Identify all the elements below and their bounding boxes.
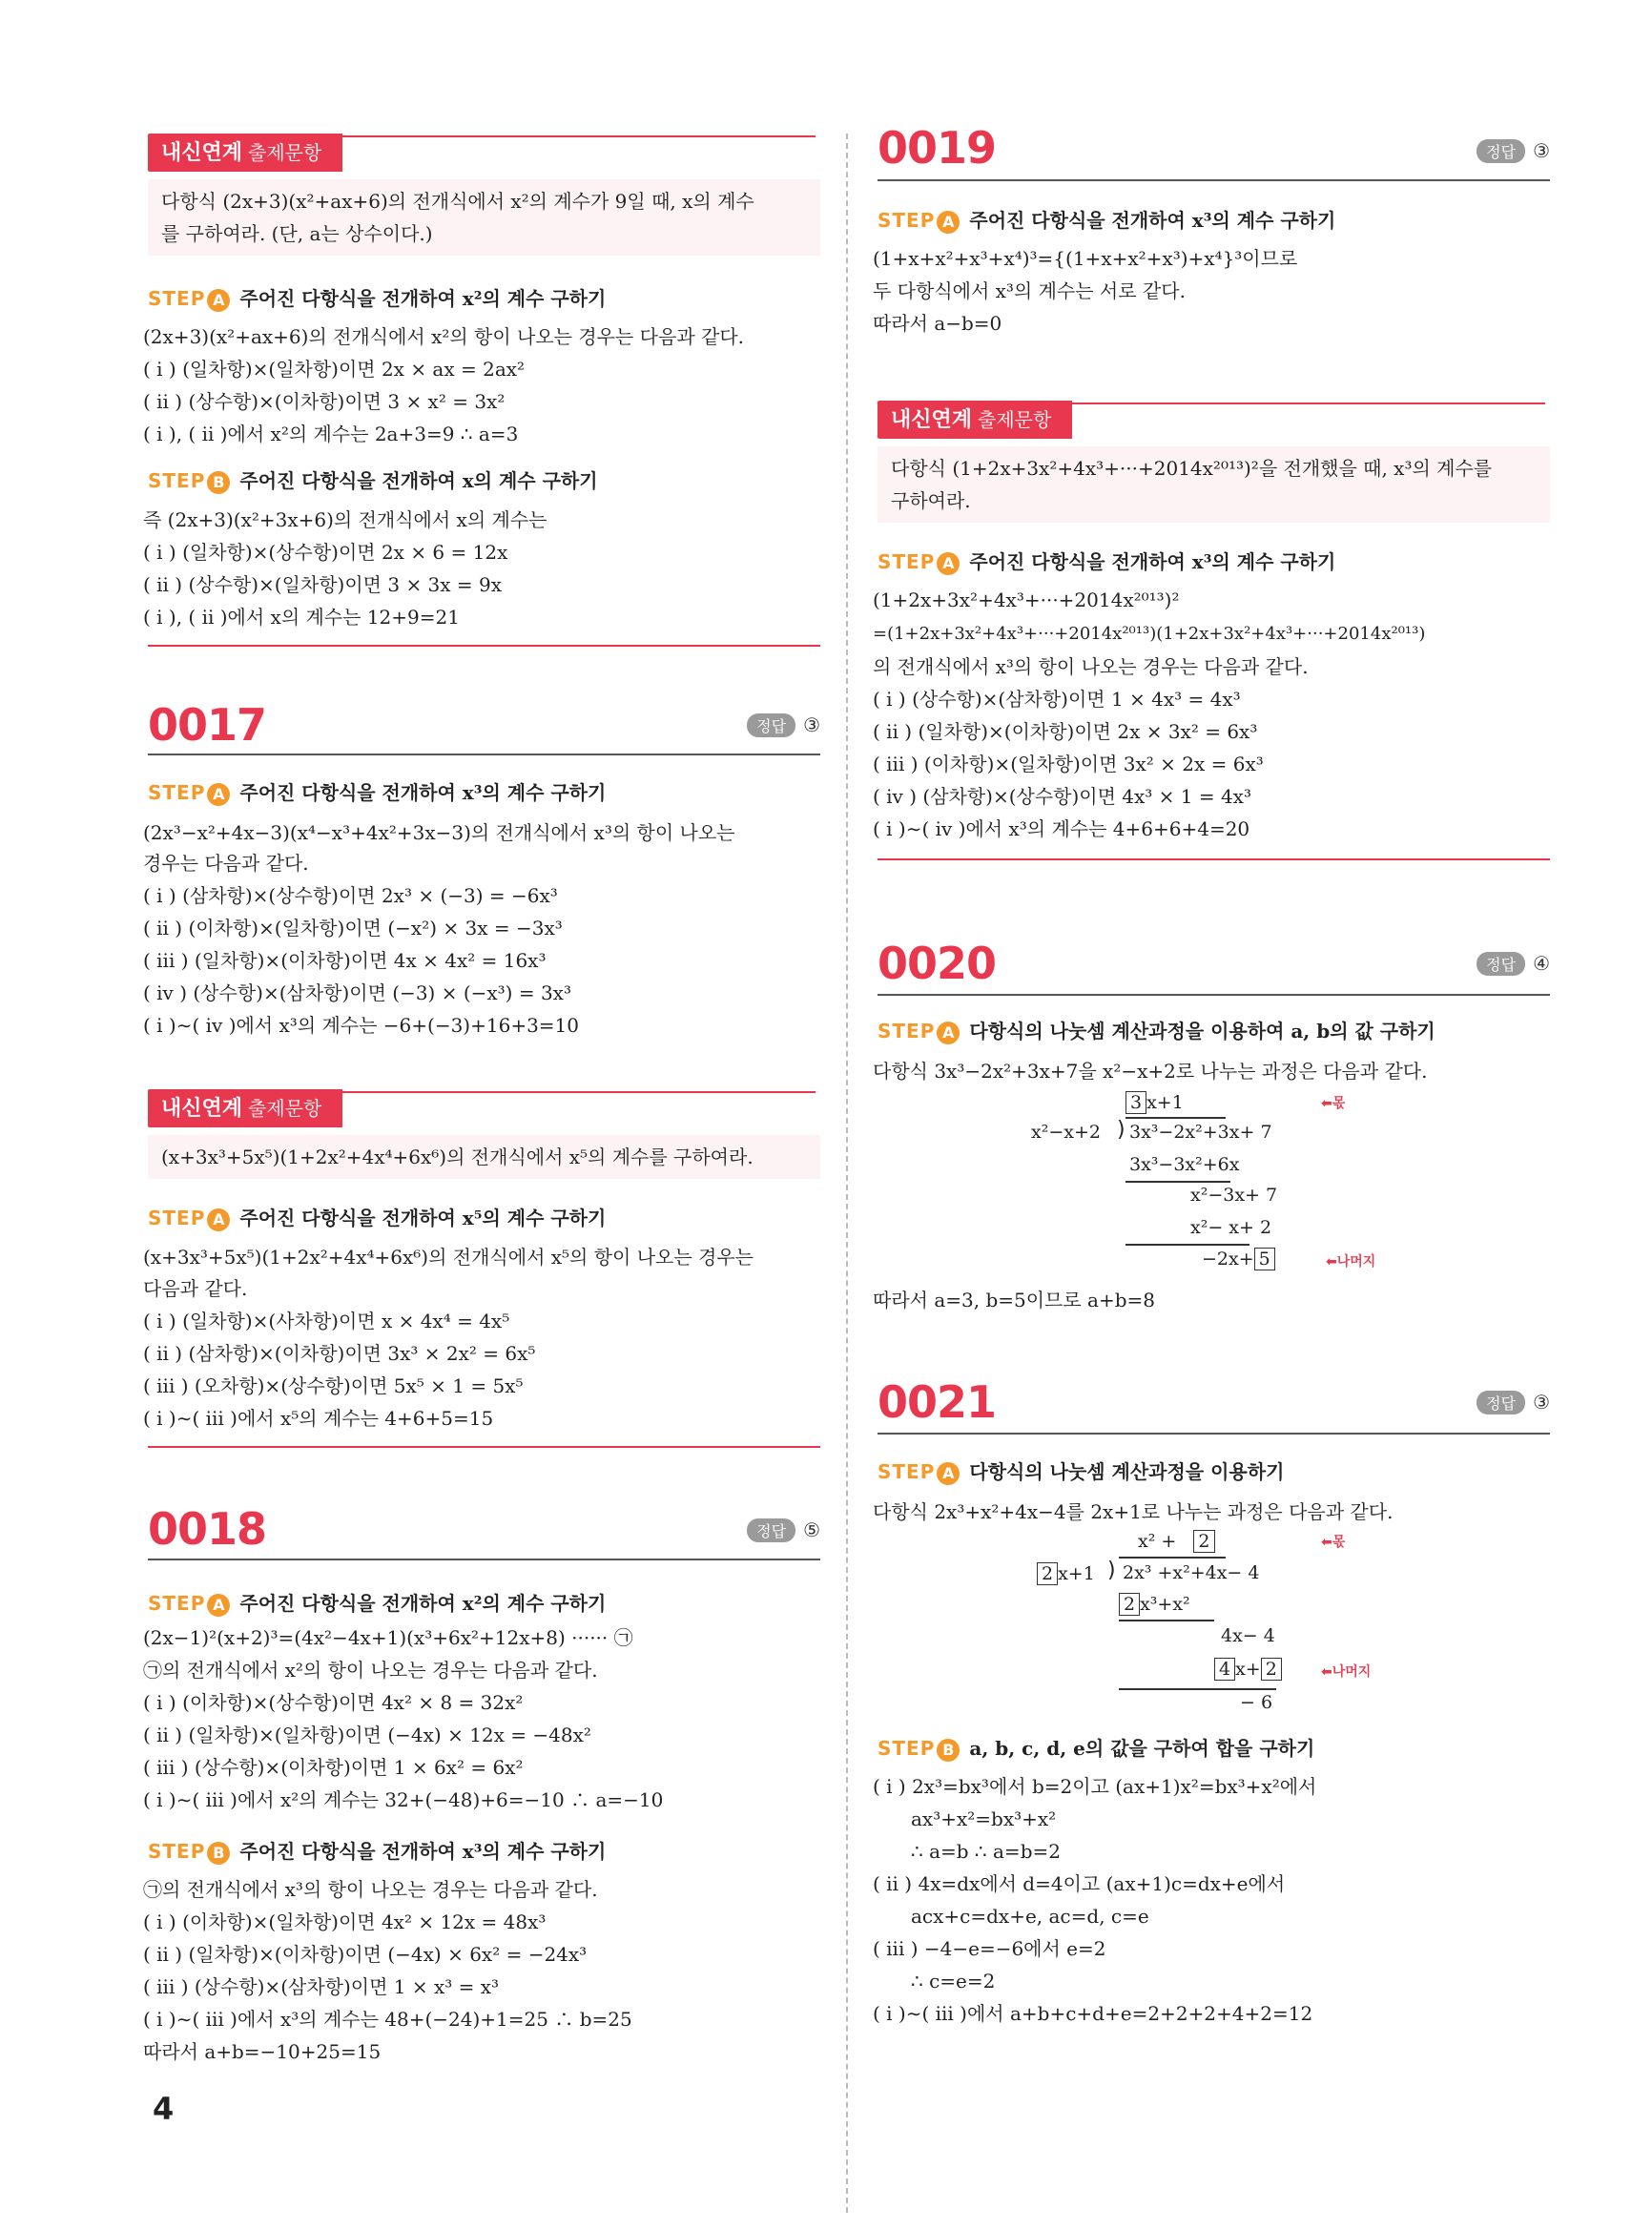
solution-line: (2x+3)(x²+ax+6)의 전개식에서 x²의 항이 나오는 경우는 다음과 같다. [143, 325, 744, 348]
section-separator [148, 645, 820, 647]
division-divisor: x²−x+2 [1031, 1122, 1101, 1143]
solution-line: ( i ) (삼차항)×(상수항)이면 2x³ × (−3) = −6x³ [143, 884, 558, 907]
solution-line: ( i )∼( iv )에서 x³의 계수는 −6+(−3)+16+3=10 [143, 1014, 580, 1037]
solution-line: ( i ) 2x³=bx³에서 b=2이고 (ax+1)x²=bx³+x²에서 [873, 1775, 1317, 1798]
naesin-tag: 내신연계 출제문항 [148, 134, 342, 172]
solution-line: ( i ) (이차항)×(상수항)이면 4x² × 8 = 32x² [143, 1691, 524, 1714]
solution-line: ( i ) (상수항)×(삼차항)이면 1 × 4x³ = 4x³ [873, 688, 1241, 711]
remainder-note: ⬅나머지 [1321, 1664, 1372, 1680]
division-dividend: 3x³−2x²+3x+ 7 [1129, 1122, 1272, 1143]
step-a-heading: STEP A 주어진 다항식을 전개하여 x³의 계수 구하기 [148, 781, 607, 804]
solution-line: ( i ) (일차항)×(사차항)이면 x × 4x⁴ = 4x⁵ [143, 1310, 510, 1332]
column-divider [846, 134, 848, 2213]
division-dividend: 2x³ +x²+4x− 4 [1123, 1562, 1260, 1583]
solution-line: ( ii ) (상수항)×(일차항)이면 3 × 3x = 9x [143, 573, 503, 596]
step-a-heading: STEP A 다항식의 나눗셈 계산과정을 이용하여 a, b의 값 구하기 [878, 1020, 1435, 1043]
solution-line: ( ii ) (삼차항)×(이차항)이면 3x³ × 2x² = 6x⁵ [143, 1342, 536, 1365]
step-a-heading: STEP A 주어진 다항식을 전개하여 x³의 계수 구하기 [878, 550, 1336, 573]
solution-line: ( i ) (이차항)×(일차항)이면 4x² × 12x = 48x³ [143, 1910, 547, 1933]
division-divisor: 2 x+1 [1037, 1562, 1095, 1585]
division-step: 4 x+ 2 [1214, 1658, 1282, 1681]
solution-line: (x+3x³+5x⁵)(1+2x²+4x⁴+6x⁶)의 전개식에서 x⁵의 항이 나오는 경우는 [143, 1246, 754, 1269]
solution-line: ( iii ) (상수항)×(삼차항)이면 1 × x³ = x³ [143, 1975, 500, 1998]
solution-line: 따라서 a+b=−10+25=15 [143, 2040, 382, 2063]
solution-line: ( ii ) (상수항)×(이차항)이면 3 × x² = 3x² [143, 390, 506, 413]
solution-line: ( ii ) 4x=dx에서 d=4이고 (ax+1)c=dx+e에서 [873, 1872, 1286, 1895]
solution-line: 다항식 3x³−2x²+3x+7을 x²−x+2로 나누는 과정은 다음과 같다. [873, 1060, 1428, 1083]
quotient-note: ⬅몫 [1321, 1535, 1346, 1550]
problem-box [148, 1135, 820, 1179]
division-step: 2 x³+x² [1119, 1593, 1190, 1616]
page-number: 4 [153, 2091, 175, 2127]
problem-number: 0019 [878, 122, 997, 174]
solution-line: (2x³−x²+4x−3)(x⁴−x³+4x²+3x−3)의 전개식에서 x³의 항이 나오는 [143, 821, 735, 844]
solution-line: ( ii ) (일차항)×(일차항)이면 (−4x) × 12x = −48x² [143, 1724, 591, 1746]
solution-line: ㉠의 전개식에서 x²의 항이 나오는 경우는 다음과 같다. [143, 1659, 598, 1682]
problem-rule [878, 1433, 1550, 1435]
step-b-heading: STEP B 주어진 다항식을 전개하여 x의 계수 구하기 [148, 469, 598, 492]
answer-label: 정답 ③ [747, 713, 820, 737]
answer-label: 정답 ③ [1476, 1391, 1550, 1414]
naesin-header [148, 134, 816, 172]
division-step: − 6 [1240, 1692, 1273, 1713]
solution-line: 다음과 같다. [143, 1277, 248, 1300]
division-step: 3x³−3x²+6x [1129, 1154, 1240, 1175]
problem-number: 0020 [878, 938, 997, 989]
naesin-tag: 내신연계 출제문항 [148, 1089, 342, 1127]
section-separator [148, 1446, 820, 1448]
solution-line: 따라서 a−b=0 [873, 312, 1002, 335]
solution-line: ( iii ) (일차항)×(이차항)이면 4x × 4x² = 16x³ [143, 949, 547, 972]
problem-box [878, 446, 1550, 523]
solution-line: (2x−1)²(x+2)³=(4x²−4x+1)(x³+6x²+12x+8) ······ ㉠ [143, 1626, 633, 1649]
solution-line: ∴ c=e=2 [911, 1970, 996, 1993]
naesin-header [878, 401, 1545, 439]
answer-label: 정답 ④ [1476, 952, 1550, 976]
problem-box [148, 179, 820, 256]
solution-line: ( ii ) (이차항)×(일차항)이면 (−x²) × 3x = −3x³ [143, 917, 563, 939]
solution-line: (1+2x+3x²+4x³+···+2014x²⁰¹³)² [873, 588, 1180, 611]
division-step: x²− x+ 2 [1190, 1217, 1272, 1238]
step-a-heading: STEP A 주어진 다항식을 전개하여 x⁵의 계수 구하기 [148, 1207, 607, 1229]
solution-line: ( i )∼( iii )에서 x³의 계수는 48+(−24)+1=25 ∴ b=25 [143, 2008, 632, 2031]
solution-line: 의 전개식에서 x³의 항이 나오는 경우는 다음과 같다. [873, 655, 1309, 678]
problem-text: (x+3x³+5x⁵)(1+2x²+4x⁴+6x⁶)의 전개식에서 x⁵의 계수를 구하여라. [161, 1146, 754, 1168]
solution-line: 따라서 a=3, b=5이므로 a+b=8 [873, 1289, 1156, 1311]
solution-line: ( ii ) (일차항)×(이차항)이면 (−4x) × 6x² = −24x³ [143, 1943, 588, 1966]
answer-label: 정답 ③ [1476, 139, 1550, 163]
step-a-heading: STEP A 주어진 다항식을 전개하여 x²의 계수 구하기 [148, 1592, 607, 1615]
division-quotient: x² + 2 [1138, 1530, 1215, 1553]
solution-line: ( iii ) (오차항)×(상수항)이면 5x⁵ × 1 = 5x⁵ [143, 1374, 524, 1397]
division-step: x²−3x+ 7 [1190, 1185, 1278, 1206]
section-separator [878, 858, 1550, 860]
step-b-heading: STEP B 주어진 다항식을 전개하여 x³의 계수 구하기 [148, 1840, 607, 1863]
problem-number: 0017 [148, 699, 267, 751]
solution-line: ㉠의 전개식에서 x³의 항이 나오는 경우는 다음과 같다. [143, 1878, 598, 1901]
solution-line: ( i ), ( ii )에서 x²의 계수는 2a+3=9 ∴ a=3 [143, 423, 519, 445]
step-a-heading: STEP A 주어진 다항식을 전개하여 x²의 계수 구하기 [148, 287, 607, 310]
problem-rule [148, 754, 820, 755]
solution-line: 다항식 2x³+x²+4x−4를 2x+1로 나누는 과정은 다음과 같다. [873, 1500, 1394, 1523]
division-step: 4x− 4 [1221, 1625, 1275, 1646]
division-remainder: −2x+ 5 [1202, 1248, 1275, 1270]
solution-line: ( i ) (일차항)×(일차항)이면 2x × ax = 2ax² [143, 358, 526, 381]
solution-line: (1+x+x²+x³+x⁴)³={(1+x+x²+x³)+x⁴}³이므로 [873, 247, 1298, 270]
problem-text: 구하여라. [891, 489, 971, 512]
solution-line: ( iv ) (상수항)×(삼차항)이면 (−3) × (−x³) = 3x³ [143, 981, 571, 1004]
quotient-note: ⬅몫 [1321, 1096, 1346, 1111]
solution-line: ( iv ) (삼차항)×(상수항)이면 4x³ × 1 = 4x³ [873, 785, 1251, 808]
solution-line: ( iii ) −4−e=−6에서 e=2 [873, 1937, 1106, 1960]
naesin-header [148, 1089, 816, 1127]
solution-line: ∴ a=b ∴ a=b=2 [911, 1840, 1061, 1863]
solution-line: ( iii ) (상수항)×(이차항)이면 1 × 6x² = 6x² [143, 1756, 524, 1779]
problem-rule [878, 179, 1550, 181]
division-quotient: 3 x+1 [1125, 1091, 1184, 1114]
problem-text: 다항식 (2x+3)(x²+ax+6)의 전개식에서 x²의 계수가 9일 때, x의 계수 [161, 190, 754, 213]
step-a-heading: STEP A 주어진 다항식을 전개하여 x³의 계수 구하기 [878, 209, 1336, 232]
solution-line: ( i )∼( iii )에서 a+b+c+d+e=2+2+2+4+2=12 [873, 2002, 1313, 2025]
solution-line: ( i )∼( iv )에서 x³의 계수는 4+6+6+4=20 [873, 817, 1250, 840]
solution-line: ( iii ) (이차항)×(일차항)이면 3x² × 2x = 6x³ [873, 753, 1264, 775]
step-b-heading: STEP B a, b, c, d, e의 값을 구하여 합을 구하기 [878, 1737, 1315, 1760]
remainder-note: ⬅나머지 [1326, 1254, 1376, 1270]
solution-line: ax³+x²=bx³+x² [911, 1807, 1057, 1830]
solution-line: acx+c=dx+e, ac=d, c=e [911, 1905, 1149, 1928]
answer-label: 정답 ⑤ [747, 1518, 820, 1542]
solution-line: 즉 (2x+3)(x²+3x+6)의 전개식에서 x의 계수는 [143, 508, 547, 531]
solution-line: =(1+2x+3x²+4x³+···+2014x²⁰¹³)(1+2x+3x²+4x³+···+2014x²⁰¹³) [873, 624, 1426, 644]
problem-number: 0018 [148, 1503, 267, 1555]
naesin-tag: 내신연계 출제문항 [878, 401, 1072, 439]
problem-rule [148, 1559, 820, 1560]
solution-line: 두 다항식에서 x³의 계수는 서로 같다. [873, 279, 1186, 302]
solution-line: ( i )∼( iii )에서 x⁵의 계수는 4+6+5=15 [143, 1407, 494, 1430]
problem-text: 다항식 (1+2x+3x²+4x³+···+2014x²⁰¹³)²을 전개했을 때, x³의 계수를 [891, 457, 1493, 480]
solution-line: ( i ) (일차항)×(상수항)이면 2x × 6 = 12x [143, 541, 508, 564]
problem-text: 를 구하여라. (단, a는 상수이다.) [161, 222, 433, 245]
solution-line: ( i ), ( ii )에서 x의 계수는 12+9=21 [143, 606, 460, 629]
problem-rule [878, 994, 1550, 996]
solution-line: ( i )∼( iii )에서 x²의 계수는 32+(−48)+6=−10 ∴ a=−10 [143, 1788, 664, 1811]
solution-line: ( ii ) (일차항)×(이차항)이면 2x × 3x² = 6x³ [873, 720, 1258, 743]
problem-number: 0021 [878, 1376, 997, 1428]
solution-line: 경우는 다음과 같다. [143, 852, 309, 875]
step-a-heading: STEP A 다항식의 나눗셈 계산과정을 이용하기 [878, 1460, 1285, 1483]
